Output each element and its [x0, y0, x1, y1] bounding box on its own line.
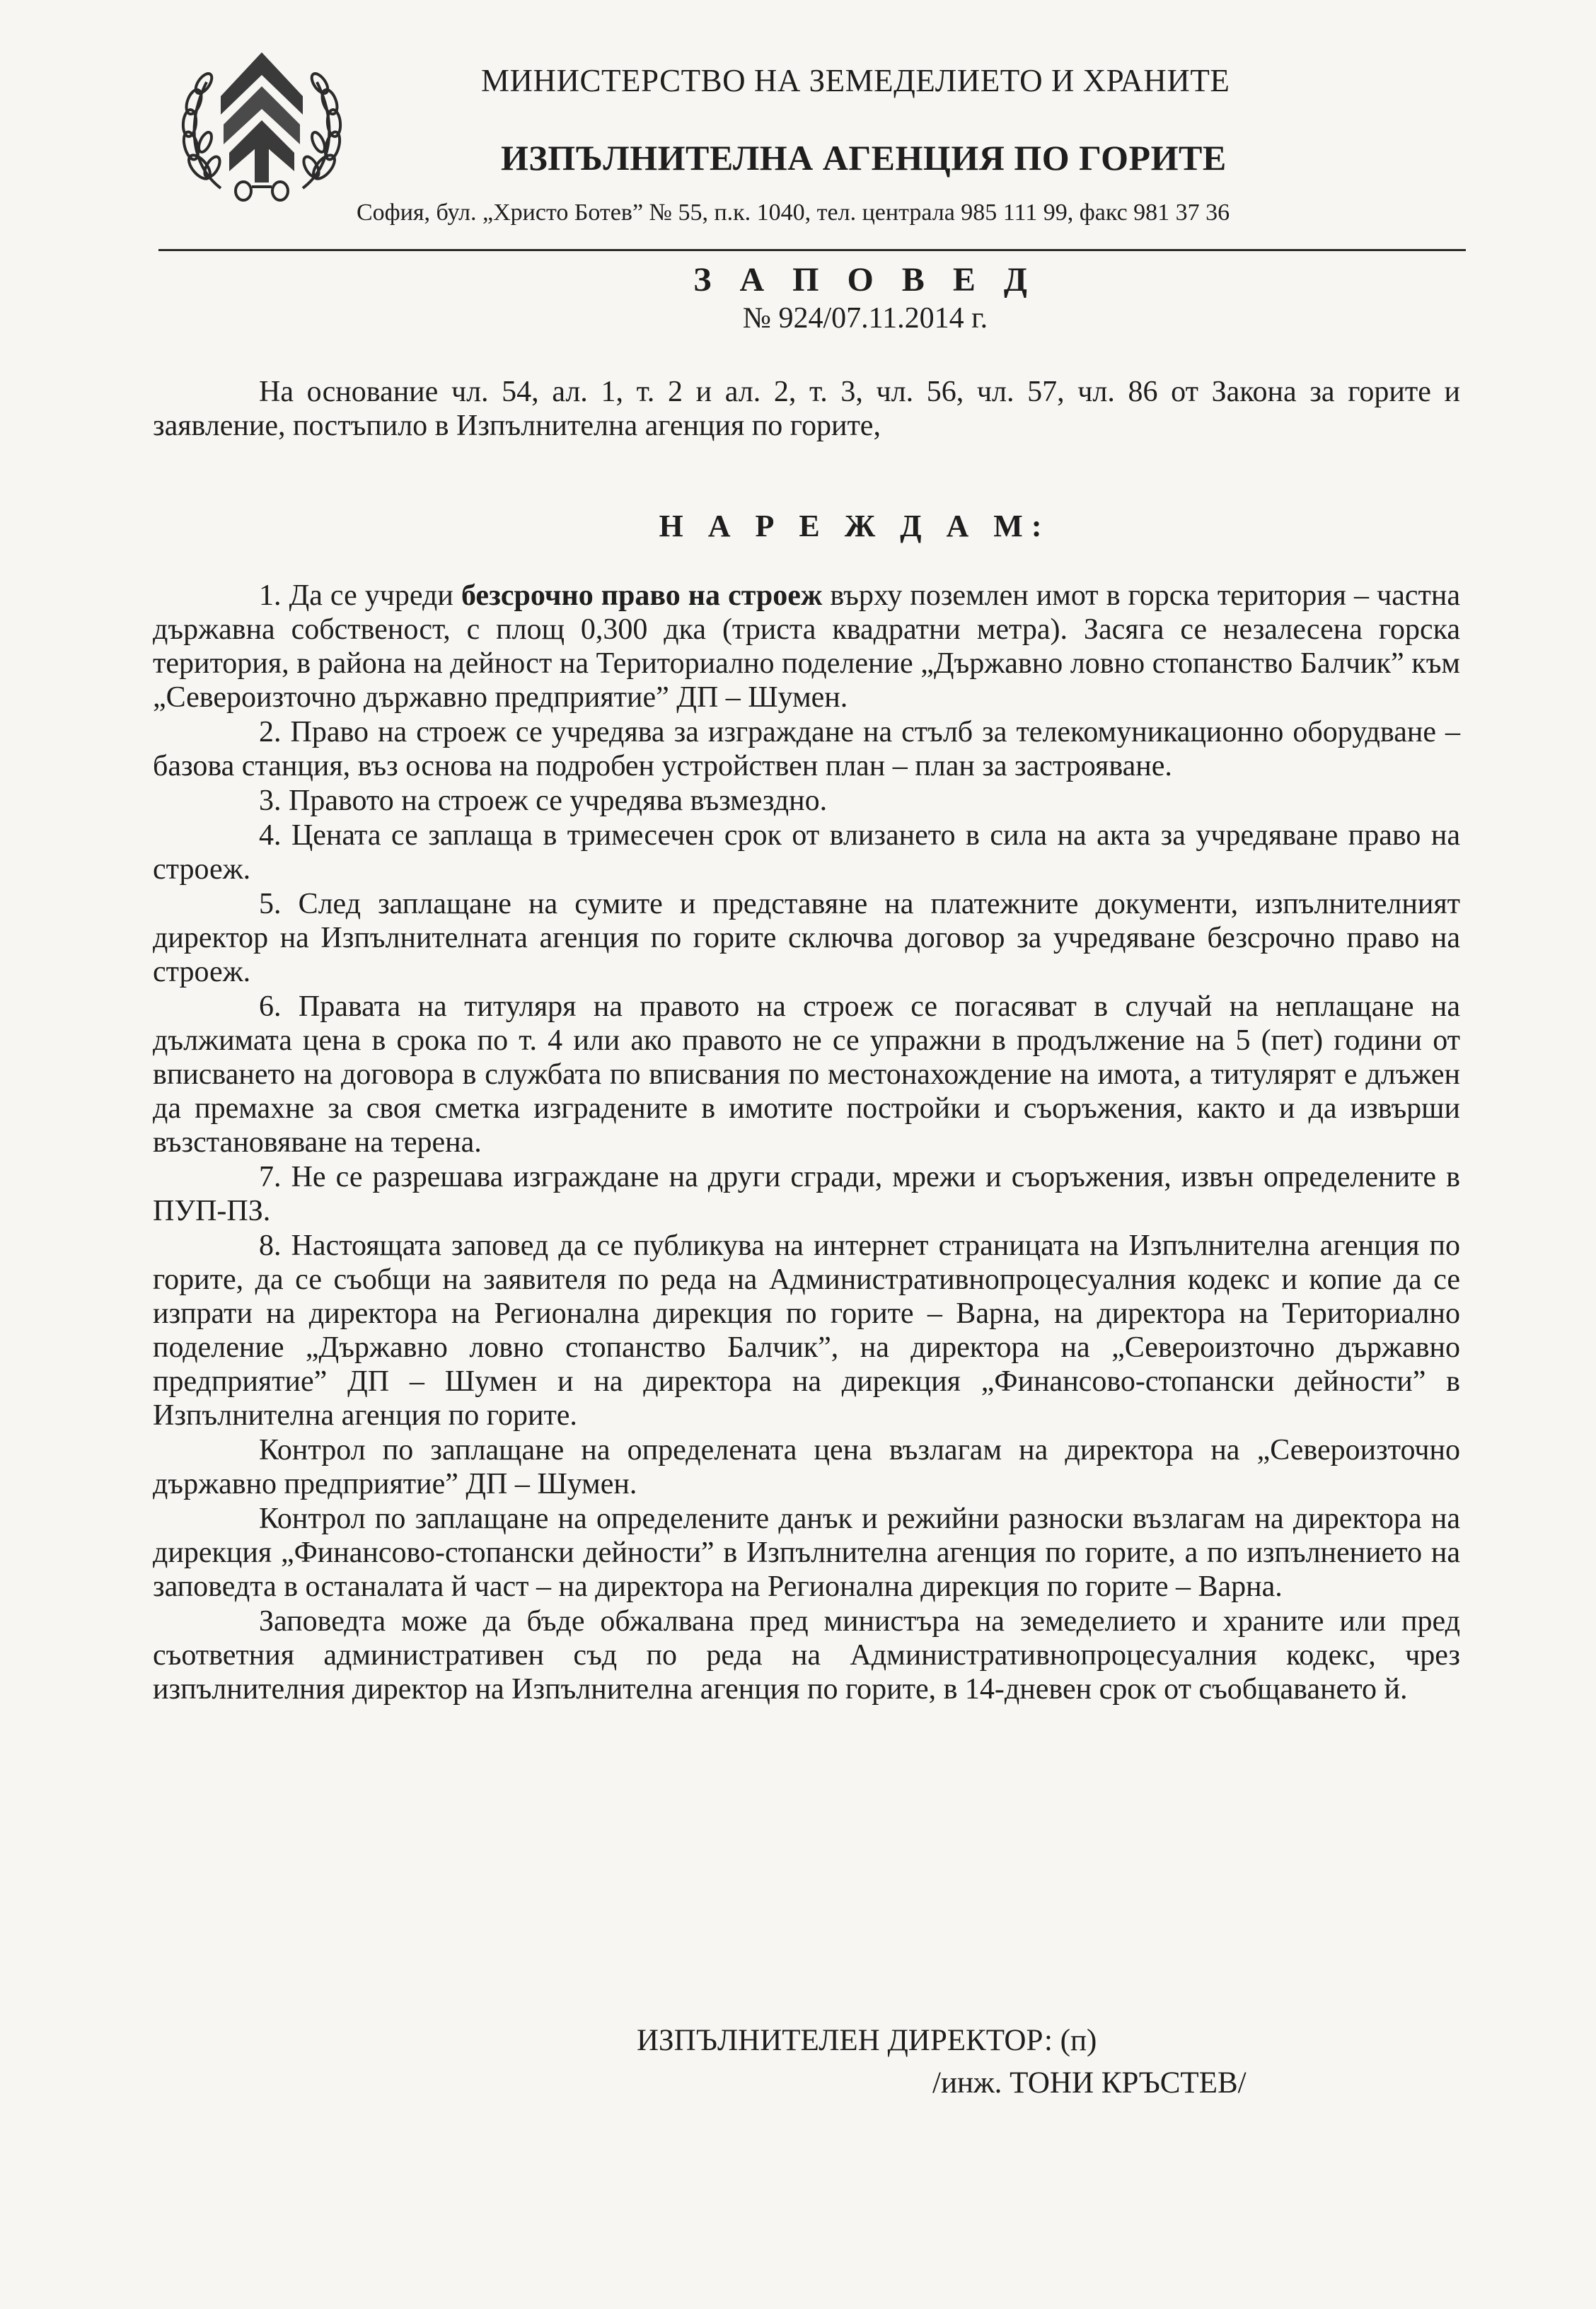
- paragraph-2: 2. Право на строеж се учредява за изграждане на стълб за телекомуникационно оборудване – базова станция, въз основа на подробен устройствен план – план за застрояване.: [153, 716, 1460, 782]
- document-title: З А П О В Е Д: [693, 261, 1037, 299]
- paragraph-6: 6. Правата на титуляря на правото на строеж се погасяват в случай на неплащане на дължимата цена в срока по т. 4 или ако правото не се упражни в продължение на 5 (пет) години от вписването на договора в службата по вписвания по местонахождение на имота, а титулярят е длъжен да премахне за своя сметка изградените в имотите постройки и съоръжения, както и да извърши възстановяване на терена.: [153, 990, 1460, 1159]
- paragraph-5: 5. След заплащане на сумите и представяне на платежните документи, изпълнителният директор на Изпълнителната агенция по горите сключва договор за учредяване безсрочно право на строеж.: [153, 888, 1460, 988]
- agency-name: ИЗПЪЛНИТЕЛНА АГЕНЦИЯ ПО ГОРИТЕ: [501, 138, 1227, 178]
- intro-paragraph: На основание чл. 54, ал. 1, т. 2 и ал. 2, т. 3, чл. 56, чл. 57, чл. 86 от Закона за горите и заявление, постъпило в Изпълнителна агенция по горите,: [153, 376, 1460, 442]
- paragraph-1: [153, 579, 1460, 714]
- agency-address: София, бул. „Христо Ботев” № 55, п.к. 1040, тел. централа 985 111 99, факс 981 37 36: [357, 199, 1230, 226]
- control-paragraph-2: Контрол по заплащане на определените данък и режийни разноски възлагам на директора на дирекция „Финансово-стопански дейности” в Изпълнителна агенция по горите, а по изпълнението на заповедта в останалата й част – на директора на Регионална дирекция по горите – Варна.: [153, 1503, 1460, 1603]
- appeal-paragraph: Заповедта може да бъде обжалвана пред министъра на земеделието и храните или пред съответния административен съд по реда на Административнопроцесуалния кодекс, чрез изпълнителния директор на Изпълнителна агенция по горите, в 14-дневен срок от съобщаването й.: [153, 1605, 1460, 1706]
- paragraph-3: 3. Правото на строеж се учредява възмездно.: [259, 785, 828, 817]
- paragraph-4: 4. Цената се заплаща в тримесечен срок от влизането в сила на акта за учредяване право на строеж.: [153, 819, 1460, 886]
- paragraph-1-bold: безсрочно право на строеж: [461, 579, 823, 612]
- intro-section: [153, 375, 1460, 443]
- order-heading: Н А Р Е Ж Д А М:: [659, 509, 1051, 543]
- order-body: [153, 579, 1460, 1707]
- header-divider: [158, 249, 1466, 251]
- signatory-role: ИЗПЪЛНИТЕЛЕН ДИРЕКТОР: (п): [637, 2024, 1097, 2057]
- signatory-name: /инж. ТОНИ КРЪСТЕВ/: [932, 2066, 1247, 2100]
- ministry-name: МИНИСТЕРСТВО НА ЗЕМЕДЕЛИЕТО И ХРАНИТЕ: [481, 63, 1230, 98]
- paragraph-1-rest: върху поземлен имот в горска територия – частна държавна собственост, с площ 0,300 дка (триста квадратни метра). Засяга се незалесена горска територия, в района на дейност на Териториално поделение „Държавно ловно стопанство Балчик” към „Североизточно държавно предприятие” ДП – Шумен.: [153, 579, 1461, 714]
- paragraph-7: 7. Не се разрешава изграждане на други сгради, мрежи и съоръжения, извън определените в ПУП-ПЗ.: [153, 1161, 1460, 1227]
- control-paragraph-1: Контрол по заплащане на определената цена възлагам на директора на „Североизточно държавно предприятие” ДП – Шумен.: [153, 1434, 1460, 1500]
- document-number: № 924/07.11.2014 г.: [742, 302, 988, 335]
- paragraph-1-start: 1. Да се учреди: [259, 579, 461, 612]
- forest-agency-emblem-icon: [178, 47, 345, 204]
- paragraph-8: 8. Настоящата заповед да се публикува на интернет страницата на Изпълнителна агенция по горите, да се съобщи на заявителя по реда на Административнопроцесуалния кодекс и копие да се изпрати на директора на Регионална дирекция по горите – Варна, на директора на Териториално поделение „Държавно ловно стопанство Балчик”, на директора на „Североизточно държавно предприятие” ДП – Шумен и на директора на дирекция „Финансово-стопански дейности” в Изпълнителна агенция по горите.: [153, 1229, 1460, 1432]
